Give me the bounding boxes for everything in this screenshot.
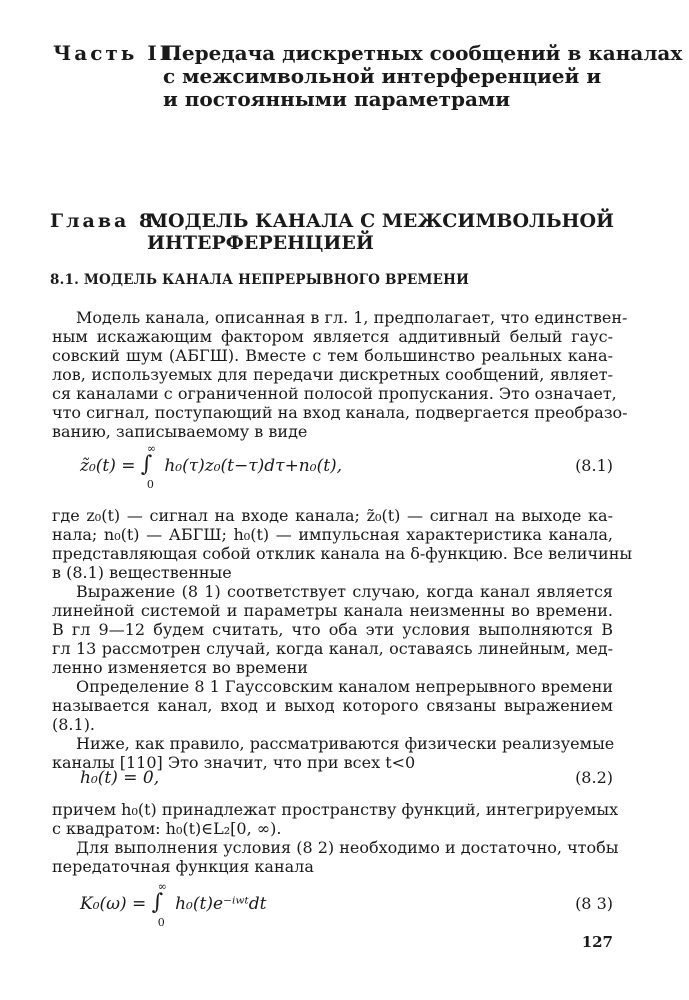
text-line: Ниже, как правило, рассматриваются физически реализуемые — [76, 734, 615, 753]
text-line: в (8.1) вещественные — [52, 563, 232, 582]
text-line: причем h₀(t) принадлежат пространству функций, интегрируемых — [52, 800, 619, 819]
text-line: нала; n₀(t) — АБГШ; h₀(t) — импульсная характеристика канала, — [52, 525, 613, 544]
page-number: 127 — [581, 933, 613, 951]
equation-number: (8 3) — [575, 894, 613, 913]
definition-paragraph — [52, 677, 613, 734]
integral-lower-limit: 0 — [146, 478, 154, 491]
text-line: линейной системой и параметры канала неизменны во времени. — [52, 601, 613, 620]
text-line: ленно изменяется во времени — [52, 658, 308, 677]
equation-8-3 — [80, 880, 613, 929]
text-line: передаточная функция канала — [52, 857, 314, 876]
text-line: ванию, записываемому в виде — [52, 422, 308, 441]
text-line: каналы [110] Это значит, что при всех t<0 — [52, 753, 416, 772]
text-line: В гл 9—12 будем считать, что оба эти условия выполняются В — [52, 620, 613, 639]
text-line: Определение 8 1 Гауссовским каналом непрерывного времени — [76, 677, 614, 696]
equation-lhs: K₀(ω) = — [80, 894, 147, 914]
chapter-title-line: ИНТЕРФЕРЕНЦИЕЙ — [147, 232, 374, 254]
paragraph — [52, 582, 613, 677]
equation-body: h₀(t)e⁻ⁱʷᵗdt — [175, 894, 267, 914]
paragraph — [52, 506, 633, 582]
equation-8-2 — [80, 768, 613, 788]
chapter-title-line: МОДЕЛЬ КАНАЛА С МЕЖСИМВОЛЬНОЙ — [147, 210, 614, 232]
text-line: называется канал, вход и выход которого связаны выражением — [52, 696, 613, 715]
text-line: представляющая собой отклик канала на δ-функцию. Все величины — [52, 544, 633, 563]
equation-lhs: z̃₀(t) = — [80, 456, 136, 476]
integral-sign: ∫ — [151, 890, 164, 915]
equation-number: (8.1) — [575, 456, 613, 475]
paragraph — [52, 308, 628, 441]
part-label: Часть II. — [53, 41, 183, 65]
part-title-line: с межсимвольной интерференцией и — [163, 64, 602, 88]
text-line: гл 13 рассмотрен случай, когда канал, оставаясь линейным, мед- — [52, 639, 613, 658]
text-line: с квадратом: h₀(t)∈L₂[0, ∞). — [52, 819, 282, 838]
text-line: (8.1). — [52, 715, 96, 734]
paragraph — [52, 800, 619, 838]
integral-upper-limit: ∞ — [146, 442, 157, 455]
equation-lhs: h₀(t) = 0, — [80, 768, 160, 788]
chapter-label: Глава 8. — [50, 210, 165, 232]
integral-upper-limit: ∞ — [157, 880, 167, 893]
integral-lower-limit: 0 — [157, 916, 165, 929]
text-line: лов, используемых для передачи дискретных сообщений, являет- — [52, 365, 613, 384]
text-line: Модель канала, описанная в гл. 1, предполагает, что единствен- — [76, 308, 628, 327]
equation-number: (8.2) — [575, 768, 613, 787]
text-line: что сигнал, поступающий на вход канала, подвергается преобразо- — [52, 403, 628, 422]
paragraph — [52, 838, 619, 876]
equation-body: h₀(τ)z₀(t−τ)dτ+n₀(t), — [164, 456, 343, 476]
text-line: совский шум (АБГШ). Вместе с тем большинство реальных кана- — [52, 346, 613, 365]
text-line: ся каналами с ограниченной полосой пропускания. Это означает, — [52, 384, 617, 403]
text-line: Для выполнения условия (8 2) необходимо и достаточно, чтобы — [76, 838, 619, 857]
chapter-heading — [50, 210, 614, 254]
text-line: ным искажающим фактором является аддитивный белый гаус- — [52, 327, 613, 346]
part-title-line: Передача дискретных сообщений в каналах — [163, 41, 683, 65]
equation-8-1 — [80, 442, 613, 491]
text-line: Выражение (8 1) соответствует случаю, когда канал является — [76, 582, 613, 601]
section-heading: 8.1. МОДЕЛЬ КАНАЛА НЕПРЕРЫВНОГО ВРЕМЕНИ — [50, 272, 470, 288]
paragraph — [52, 734, 613, 772]
text-line: где z₀(t) — сигнал на входе канала; z̃₀(t) — сигнал на выходе ка- — [52, 506, 613, 525]
integral-sign: ∫ — [140, 452, 153, 477]
part-title-line: и постоянными параметрами — [163, 87, 511, 111]
part-heading — [53, 41, 683, 111]
